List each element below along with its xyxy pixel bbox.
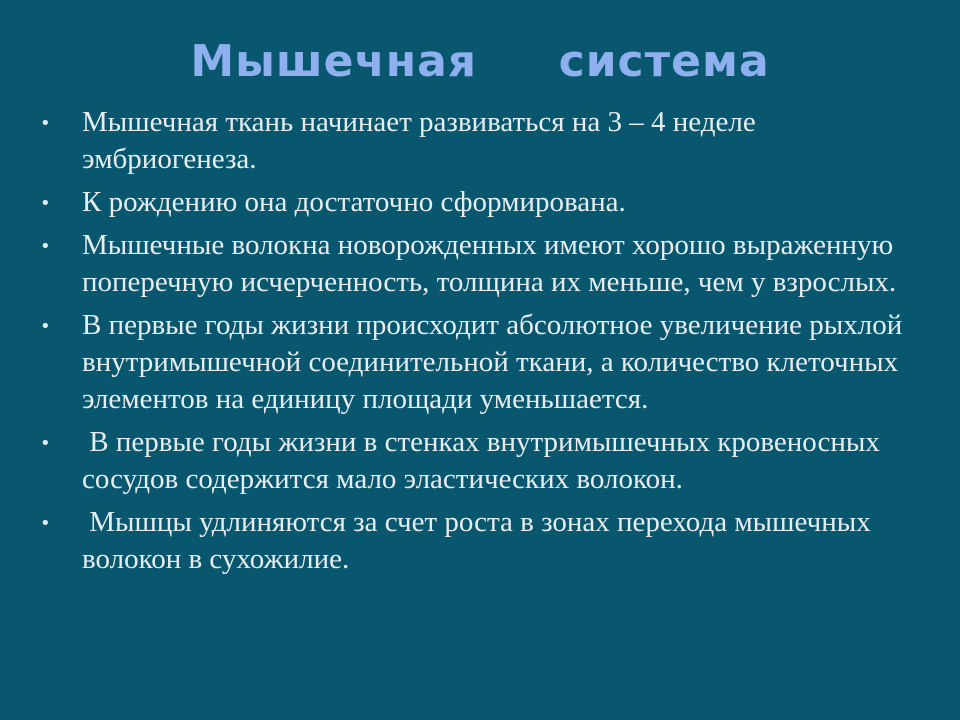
bullet-dot-icon: • xyxy=(40,236,51,257)
bullet-list xyxy=(40,104,935,584)
bullet-dot-icon: • xyxy=(40,113,51,134)
bullet-dot-icon: • xyxy=(40,316,51,337)
bullet-item xyxy=(40,227,935,301)
bullet-text: К рождению она достаточно сформирована. xyxy=(82,186,626,218)
bullet-dot-icon: • xyxy=(40,513,51,534)
bullet-item xyxy=(40,104,935,178)
bullet-item xyxy=(40,424,935,498)
bullet-text: Мышечные волокна новорожденных имеют хорошо выраженную поперечную исчерченность, толщина их меньше, чем у взрослых. xyxy=(82,229,901,298)
bullet-text: Мышцы удлиняются за счет роста в зонах перехода мышечных волокон в сухожилие. xyxy=(82,506,878,575)
bullet-item xyxy=(40,504,935,578)
bullet-text: Мышечная ткань начинает развиваться на 3 – 4 неделе эмбриогенеза. xyxy=(82,106,763,175)
bullet-text: В первые годы жизни происходит абсолютное увеличение рыхлой внутримышечной соединительной ткани, а количество клеточных элементов на единицу площади уменьшается. xyxy=(82,309,910,415)
bullet-dot-icon: • xyxy=(40,193,51,214)
bullet-item xyxy=(40,184,935,221)
bullet-dot-icon: • xyxy=(40,433,51,454)
bullet-text: В первые годы жизни в стенках внутримышечных кровеносных сосудов содержится мало эластических волокон. xyxy=(82,426,888,495)
slide-title: Мышечная система xyxy=(190,36,770,87)
bullet-item xyxy=(40,307,935,418)
